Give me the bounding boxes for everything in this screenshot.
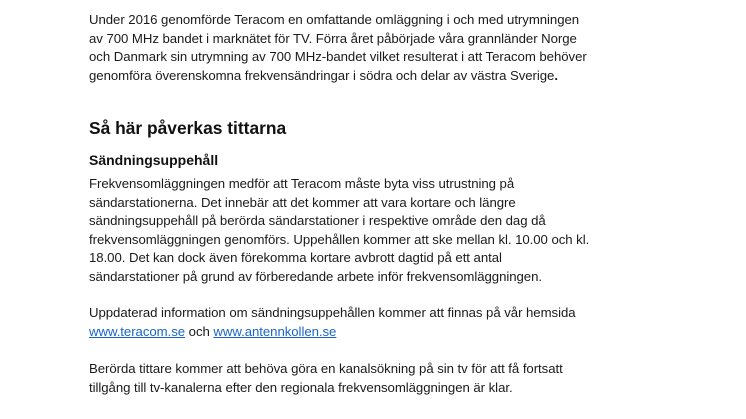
subsection-heading: Sändningsuppehåll xyxy=(89,152,219,168)
channel-scan-paragraph xyxy=(89,360,563,397)
link-connector: och xyxy=(185,323,214,339)
updated-info-paragraph xyxy=(89,304,576,341)
paragraph-line: sändningsuppehåll på berörda sändarstationer i respektive område den dag då xyxy=(89,213,546,229)
paragraph-line: 18.00. Det kan dock även förekomma kortare avbrott dagtid på ett antal xyxy=(89,250,502,266)
intro-line: av 700 MHz bandet i marknätet för TV. Förra året påbörjade våra grannländer Norge xyxy=(89,30,577,46)
paragraph-line: tillgång till tv-kanalerna efter den regionala frekvensomläggningen är klar. xyxy=(89,379,513,395)
intro-line: och Danmark sin utrymning av 700 MHz-bandet vilket resulterat i att Teracom behöver xyxy=(89,49,587,65)
paragraph-line: frekvensomläggningen genomförs. Uppehållen kommer att ske mellan kl. 10.00 och kl. xyxy=(89,231,590,247)
intro-end-mark: . xyxy=(554,67,558,83)
section-heading: Så här påverkas tittarna xyxy=(89,118,287,138)
paragraph-line: sändarstationer på grund av förberedande arbete inför frekvensomläggningen. xyxy=(89,268,542,284)
teracom-link[interactable]: www.teracom.se xyxy=(89,323,186,339)
antennkollen-link[interactable]: www.antennkollen.se xyxy=(213,323,337,339)
paragraph-line: Uppdaterad information om sändningsuppehållen kommer att finnas på vår hemsida xyxy=(89,305,576,320)
paragraph-line: Frekvensomläggningen medför att Teracom måste byta viss utrustning på xyxy=(89,176,515,191)
links-line xyxy=(89,323,576,342)
paragraph-line: sändarstationerna. Det innebär att det kommer att vara kortare och längre xyxy=(89,194,516,210)
broadcast-interruption-paragraph xyxy=(89,175,589,287)
intro-line: Under 2016 genomförde Teracom en omfattande omläggning i och med utrymningen xyxy=(89,12,580,27)
intro-paragraph xyxy=(89,11,587,85)
paragraph-line: Berörda tittare kommer att behöva göra en kanalsökning på sin tv för att få fortsatt xyxy=(89,361,563,376)
intro-line-last xyxy=(89,67,587,86)
intro-line-text: genomföra överenskomna frekvensändringar i södra och delar av västra Sverige xyxy=(89,67,555,83)
